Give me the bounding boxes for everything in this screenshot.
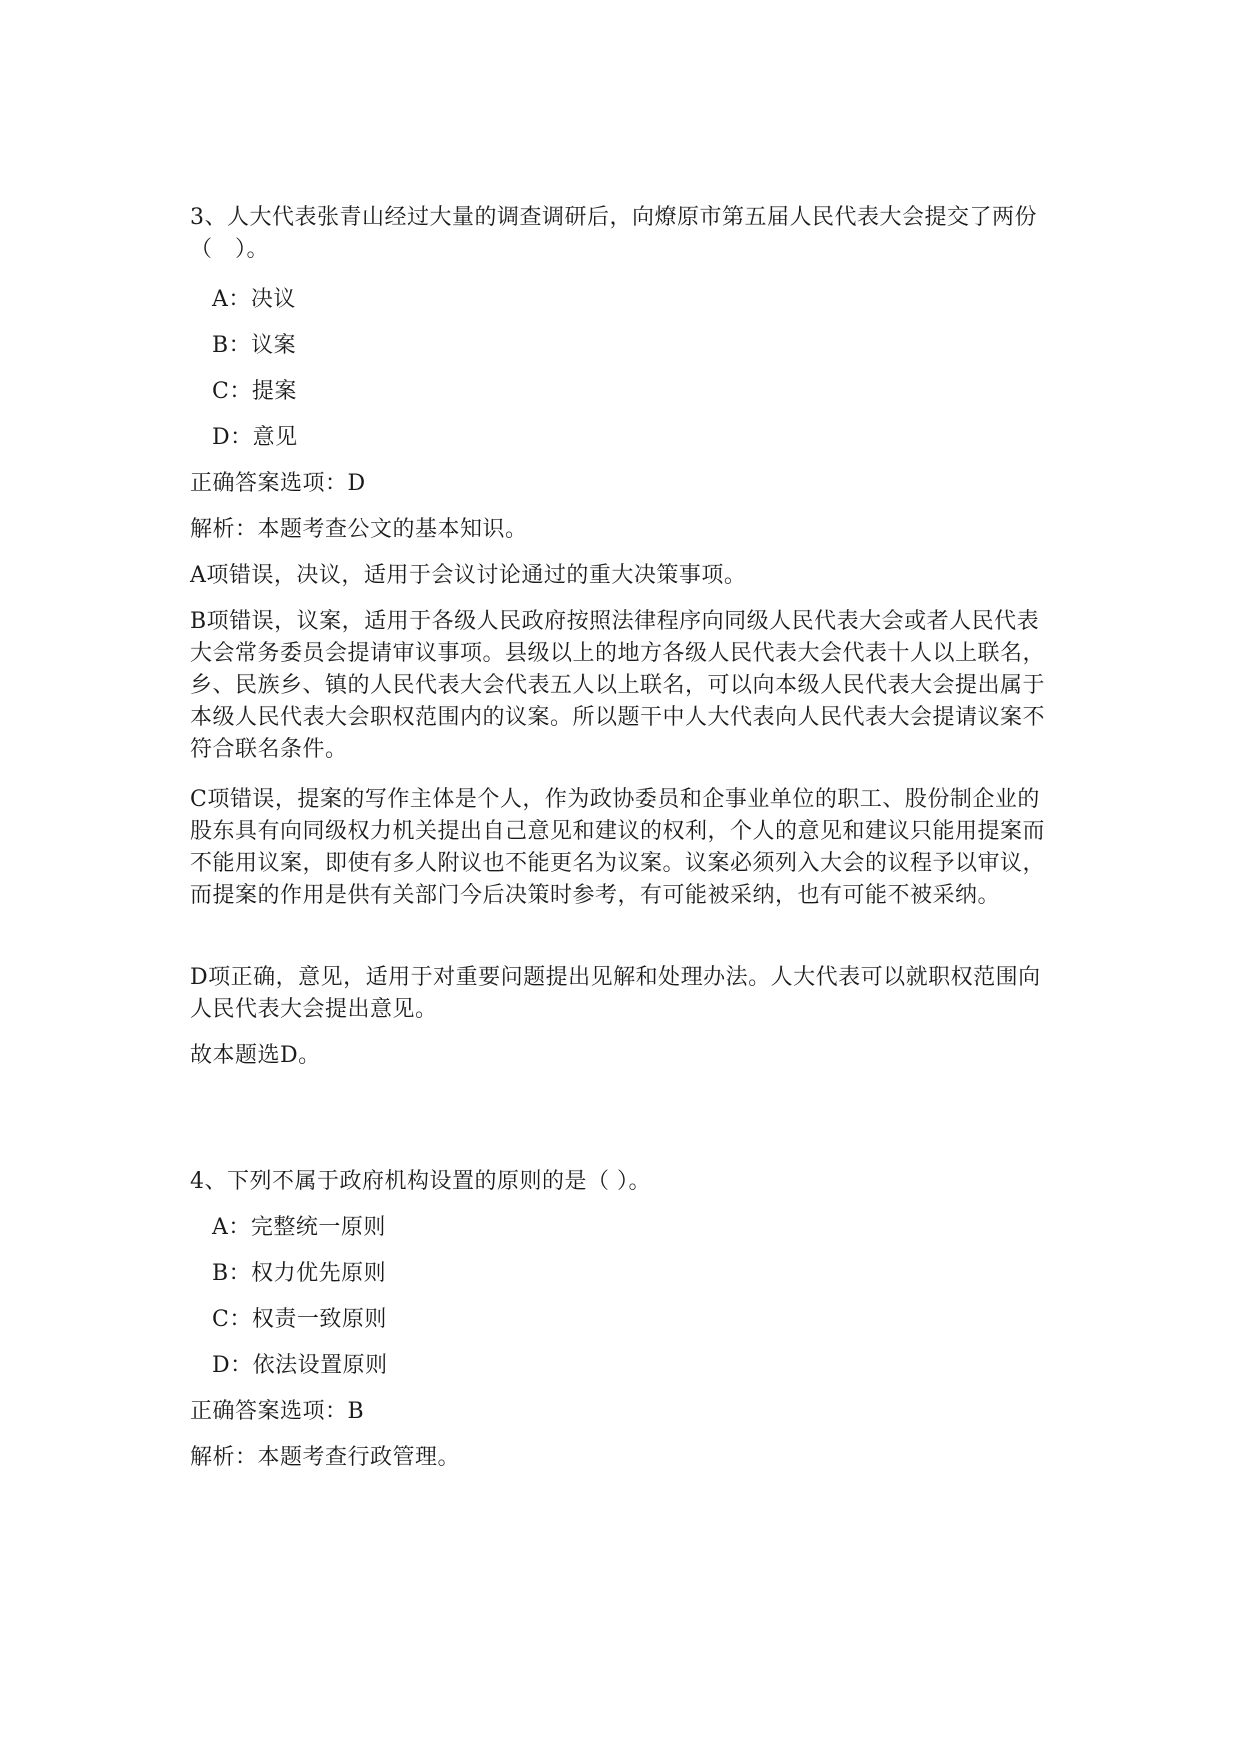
question-3-conclusion: 故本题选D。 bbox=[190, 1043, 321, 1068]
question-4-analysis-intro: 解析：本题考查行政管理。 bbox=[190, 1445, 461, 1470]
question-3-stem: 3、人大代表张青山经过大量的调查调研后，向燎原市第五届人民代表大会提交了两份（ ）。 bbox=[190, 205, 1037, 262]
question-3-analysis-d: D项正确，意见，适用于对重要问题提出见解和处理办法。人大代表可以就职权范围向人民代表大会提出意见。 bbox=[190, 965, 1041, 1022]
question-4-answer: 正确答案选项：B bbox=[190, 1399, 365, 1424]
question-3-analysis-intro: 解析：本题考查公文的基本知识。 bbox=[190, 517, 528, 542]
question-3-analysis-a: A项错误，决议，适用于会议讨论通过的重大决策事项。 bbox=[190, 563, 747, 588]
question-4-option-c: C：权责一致原则 bbox=[212, 1307, 387, 1332]
question-3-option-b: B：议案 bbox=[212, 333, 297, 358]
question-3-answer: 正确答案选项：D bbox=[190, 471, 366, 496]
question-3-analysis-c: C项错误，提案的写作主体是个人，作为政协委员和企事业单位的职工、股份制企业的股东具有向同级权力机关提出自己意见和建议的权利，个人的意见和建议只能用提案而不能用议案，即使有多人附议也不能更名为议案。议案必须列入大会的议程予以审议，而提案的作用是供有关部门今后决策时参考，有可能被采纳，也有可能不被采纳。 bbox=[190, 787, 1046, 908]
question-3-option-c: C：提案 bbox=[212, 379, 297, 404]
question-4-option-a: A：完整统一原则 bbox=[212, 1215, 386, 1240]
question-3-option-a: A：决议 bbox=[212, 287, 296, 312]
question-4-option-d: D：依法设置原则 bbox=[212, 1353, 388, 1378]
question-4-stem: 4、下列不属于政府机构设置的原则的是（ ）。 bbox=[190, 1169, 651, 1194]
question-3-option-d: D：意见 bbox=[212, 425, 298, 450]
question-3-analysis-b: B项错误，议案，适用于各级人民政府按照法律程序向同级人民代表大会或者人民代表大会常务委员会提请审议事项。县级以上的地方各级人民代表大会代表十人以上联名，乡、民族乡、镇的人民代表大会代表五人以上联名，可以向本级人民代表大会提出属于本级人民代表大会职权范围内的议案。所以题干中人大代表向人民代表大会提请议案不符合联名条件。 bbox=[190, 609, 1046, 762]
question-4-option-b: B：权力优先原则 bbox=[212, 1261, 387, 1286]
